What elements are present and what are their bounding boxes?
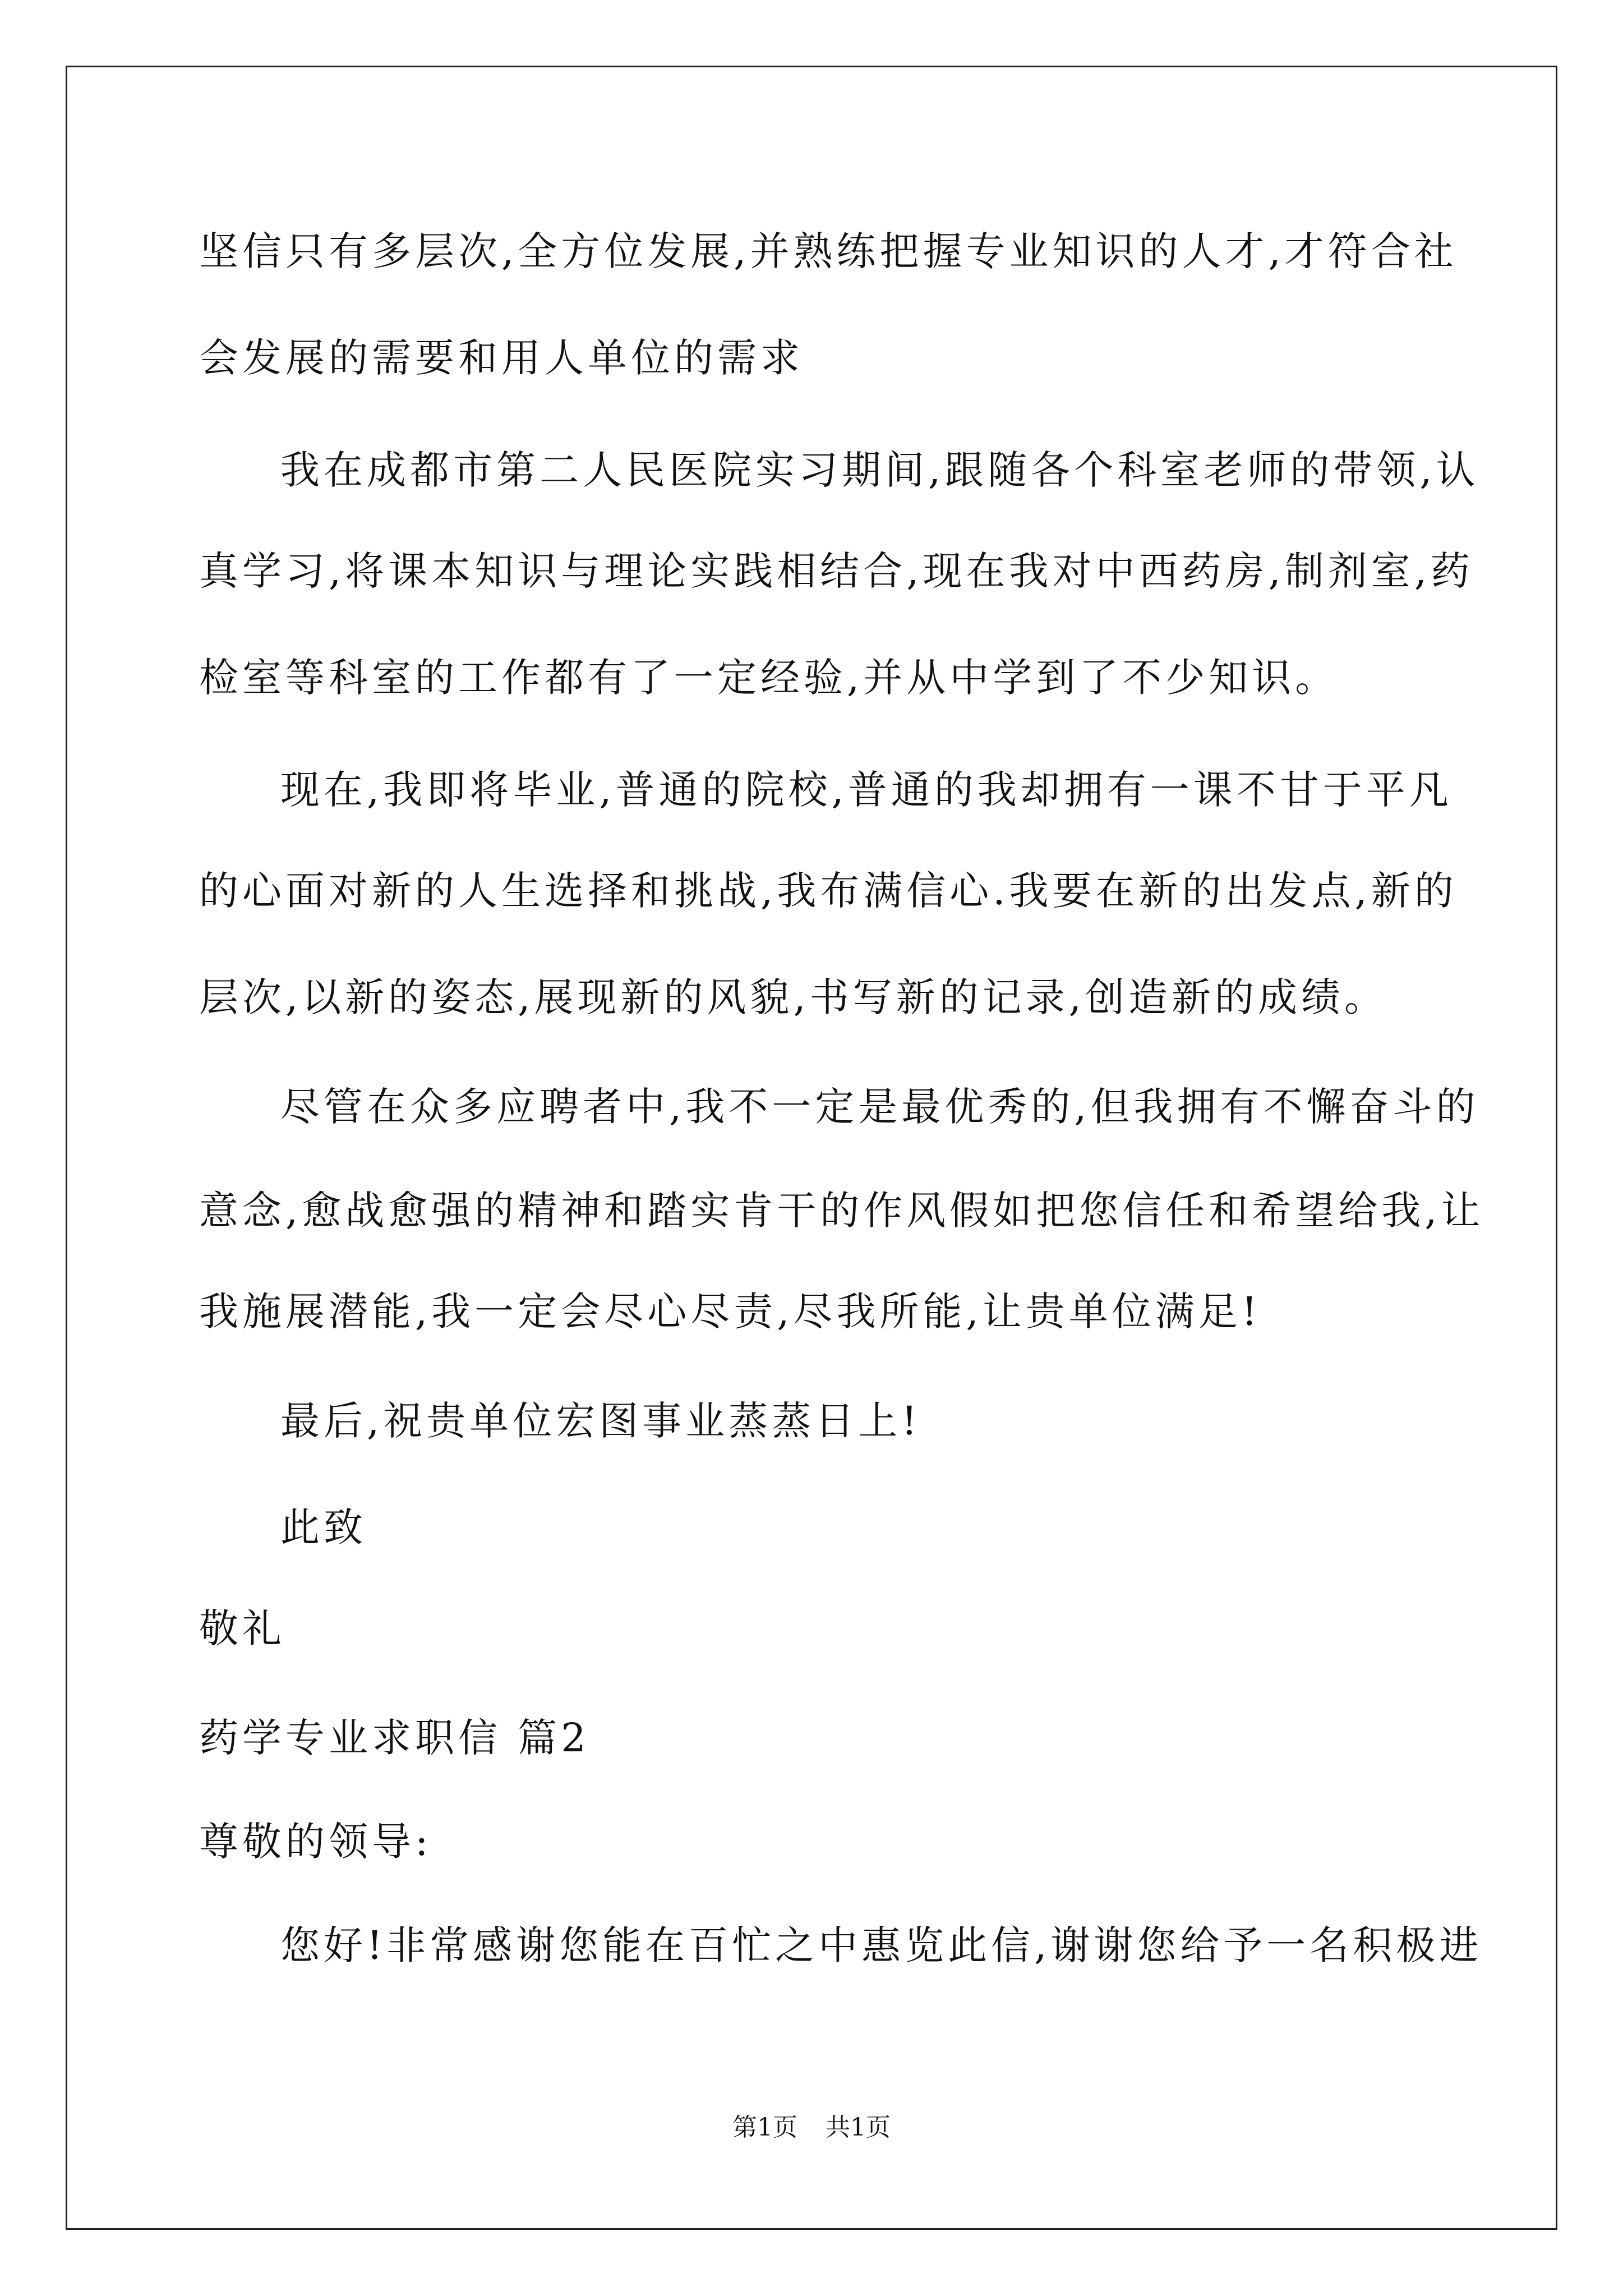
page-count: 共1页 <box>826 2113 891 2142</box>
text-line: 我在成都市第二人民医院实习期间,跟随各个科室老师的带领,认 <box>280 447 1479 493</box>
section-heading: 药学专业求职信 篇2 <box>199 1715 590 1761</box>
text-line: 真学习,将课本知识与理论实践相结合,现在我对中西药房,制剂室,药 <box>199 548 1474 594</box>
text-line: 检室等科室的工作都有了一定经验,并从中学到了不少知识。 <box>199 655 1339 701</box>
text-line: 您好!非常感谢您能在百忙之中惠览此信,谢谢您给予一名积极进 <box>280 1922 1483 1968</box>
text-line: 坚信只有多层次,全方位发展,并熟练把握专业知识的人才,才符合社 <box>199 228 1458 274</box>
text-line: 敬礼 <box>199 1605 285 1651</box>
text-line: 现在,我即将毕业,普通的院校,普通的我却拥有一课不甘于平凡 <box>280 767 1453 813</box>
page-border <box>66 66 1557 2230</box>
salutation: 尊敬的领导: <box>199 1819 432 1865</box>
text-line: 意念,愈战愈强的精神和踏实肯干的作风假如把您信任和希望给我,让 <box>199 1188 1484 1234</box>
page-footer <box>0 2112 1623 2143</box>
text-line: 最后,祝贵单位宏图事业蒸蒸日上! <box>280 1398 921 1444</box>
text-line: 此致 <box>280 1504 367 1550</box>
text-line: 尽管在众多应聘者中,我不一定是最优秀的,但我拥有不懈奋斗的 <box>280 1084 1479 1130</box>
text-line: 我施展潜能,我一定会尽心尽责,尽我所能,让贵单位满足! <box>199 1289 1261 1335</box>
page-number: 第1页 <box>732 2113 797 2142</box>
text-line: 的心面对新的人生选择和挑战,我布满信心.我要在新的出发点,新的 <box>199 868 1458 914</box>
text-line: 层次,以新的姿态,展现新的风貌,书写新的记录,创造新的成绩。 <box>199 974 1388 1020</box>
text-line: 会发展的需要和用人单位的需求 <box>199 335 804 381</box>
